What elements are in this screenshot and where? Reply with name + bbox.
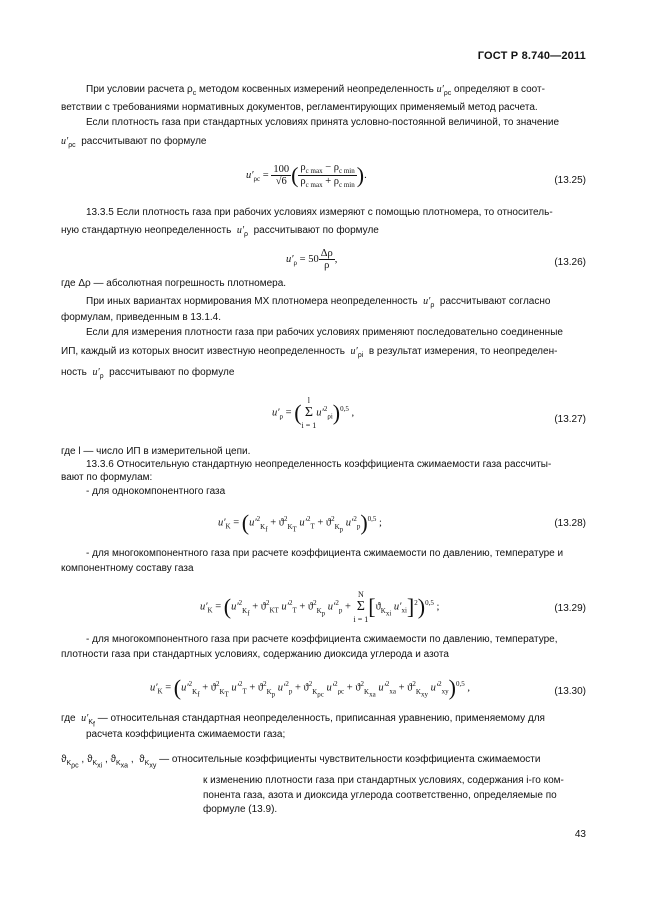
paragraph-24: понента газа, азота и диоксида углерода соответственно, определяемые по (203, 790, 557, 801)
text: ность (61, 367, 87, 378)
paragraph-7: При иных вариантах нормирования МХ плотномера неопределенность $u'_\rho$ рассчитывают согласно (86, 296, 551, 309)
text: рассчитывают по формуле (109, 367, 235, 378)
paragraph-14: вают по формулам: (61, 472, 153, 483)
paragraph-8: формулам, приведенным в 13.1.4. (61, 312, 222, 323)
paragraph-18: - для многокомпонентного газа при расчете коэффициента сжимаемости по давлению, температуре, (86, 634, 558, 645)
equation-number: (13.25) (554, 175, 586, 186)
text: где (61, 713, 76, 724)
paragraph-23: к изменению плотности газа при стандартных условиях, содержания i-го ком- (203, 775, 564, 786)
paragraph-5: 13.3.5 Если плотность газа при рабочих условиях измеряют с помощью плотномера, то относитель- (86, 207, 553, 218)
equation-number: (13.28) (554, 518, 586, 529)
equation-13-29: $u'_K = (u'^2_{K_f} + ϑ^2_{KT}$ $u'^2_T + ϑ^2_{K_p}$ $u'^2_p$ + N Σ i = 1 [$ϑ_{K_{xi}}$ $u'_{xi}]^2)^{0,5}$ ; (200, 590, 440, 624)
paragraph-12: где l — число ИП в измерительной цепи. (61, 446, 251, 457)
equation-number: (13.27) (554, 414, 586, 425)
equation-13-25: $u'_{\rho c}$ = $\frac{100}{√6}$ ( $\frac{\rho_{c max} - \rho_{c min}}{\rho_{c max} + \rho_{c min}}$ ). (246, 162, 367, 190)
equation-number: (13.29) (554, 603, 586, 614)
text: — относительная стандартная неопределенность, приписанная уравнению, применяемому для (97, 713, 545, 724)
paragraph-25: формуле (13.9). (203, 804, 278, 815)
paragraph-9: Если для измерения плотности газа при рабочих условиях применяют последовательно соединенные (86, 327, 563, 338)
equation-13-30: $u'_K = (u'^2_{K_f} + ϑ^2_{K_T}$ $u'^2_T + ϑ^2_{K_p}$ $u'^2_p + ϑ^2_{K_{\rho c}}$ $u'^2_{\rho c} + ϑ^2_{K_{xa}}$ $u'^2_{xa} + ϑ^2_{K_{xy}}$ $u'^2_{xy})^{0,5}$ , (150, 675, 470, 700)
page-number: 43 (574, 829, 586, 840)
text: рассчитывают по формуле (81, 136, 207, 147)
paragraph-1: При условии расчета $\rho_c$ методом косвенных измерений неопределенность $u'_{\rho c}$ определяют в соот- (86, 84, 545, 97)
text: рассчитывают по формуле (253, 225, 379, 236)
standard-header: ГОСТ Р 8.740—2011 (477, 50, 586, 62)
paragraph-17: компонентному составу газа (61, 563, 194, 574)
equation-number: (13.26) (554, 257, 586, 268)
equation-13-28: $u'_K = (u'^2_{K_f} + ϑ^2_{K_T}$ $u'^2_T + ϑ^2_{K_p}$ $u'^2_p)^{0,5}$ ; (218, 510, 382, 535)
equation-13-26: $u'_\rho = 50$ $\frac{\Delta\rho}{\rho}$ , (286, 248, 338, 271)
paragraph-21: расчета коэффициента сжимаемости газа; (86, 729, 286, 740)
text: методом косвенных измерений неопределенность (196, 84, 437, 95)
paragraph-2: ветствии с требованиями нормативных документов, регламентирующих применяемый метод расчета. (61, 102, 538, 113)
text: При иных вариантах нормирования МХ плотномера неопределенность (86, 296, 418, 307)
equation-number: (13.30) (554, 686, 586, 697)
text: При условии расчета ρ (86, 84, 193, 95)
paragraph-11: ность $u'_\rho$ рассчитывают по формуле (61, 367, 235, 380)
text: рассчитывают согласно (439, 296, 551, 307)
paragraph-5-cont: ную стандартную неопределенность $u'_\rho$ рассчитывают по формуле (61, 225, 379, 238)
paragraph-22: $ϑ_{K_{\rho c}}$ , $ϑ_{K_{xi}}$ , $ϑ_{K_{xa}}$ , $ϑ_{K_{xy}}$ — относительные коэффициенты чувствительности коэффициента сжимаемости (61, 754, 541, 770)
paragraph-6: где Δρ — абсолютная погрешность плотномера. (61, 278, 287, 289)
paragraph-4: $u'_{\rho c}$ рассчитывают по формуле (61, 136, 207, 149)
paragraph-3: Если плотность газа при стандартных условиях принята условно-постоянной величиной, то значение (86, 117, 560, 128)
text: — относительные коэффициенты чувствительности коэффициента сжимаемости (159, 754, 541, 765)
paragraph-13: 13.3.6 Относительную стандартную неопределенность коэффициента сжимаемости газа рассчиты- (86, 459, 552, 470)
text: ИП, каждый из которых вносит известную неопределенность (61, 346, 345, 357)
paragraph-19: плотности газа при стандартных условиях, содержанию диоксида углерода и азота (61, 649, 449, 660)
equation-13-27: $u'_\rho$ = ( l Σ i = 1 $u'^2_{\rho i})^{0,5}$ , (272, 396, 355, 430)
paragraph-15: - для однокомпонентного газа (86, 486, 226, 497)
paragraph-20: где $u'_{K_f}$ — относительная стандартная неопределенность, приписанная уравнению, применяемому для (61, 713, 545, 729)
paragraph-10: ИП, каждый из которых вносит известную неопределенность $u'_{\rho i}$ в результат измерения, то неопределен- (61, 346, 558, 359)
paragraph-16: - для многокомпонентного газа при расчете коэффициента сжимаемости по давлению, температуре и (86, 548, 564, 559)
text: ную стандартную неопределенность (61, 225, 232, 236)
text: в результат измерения, то неопределен- (368, 346, 558, 357)
text: определяют в соот- (451, 84, 545, 95)
